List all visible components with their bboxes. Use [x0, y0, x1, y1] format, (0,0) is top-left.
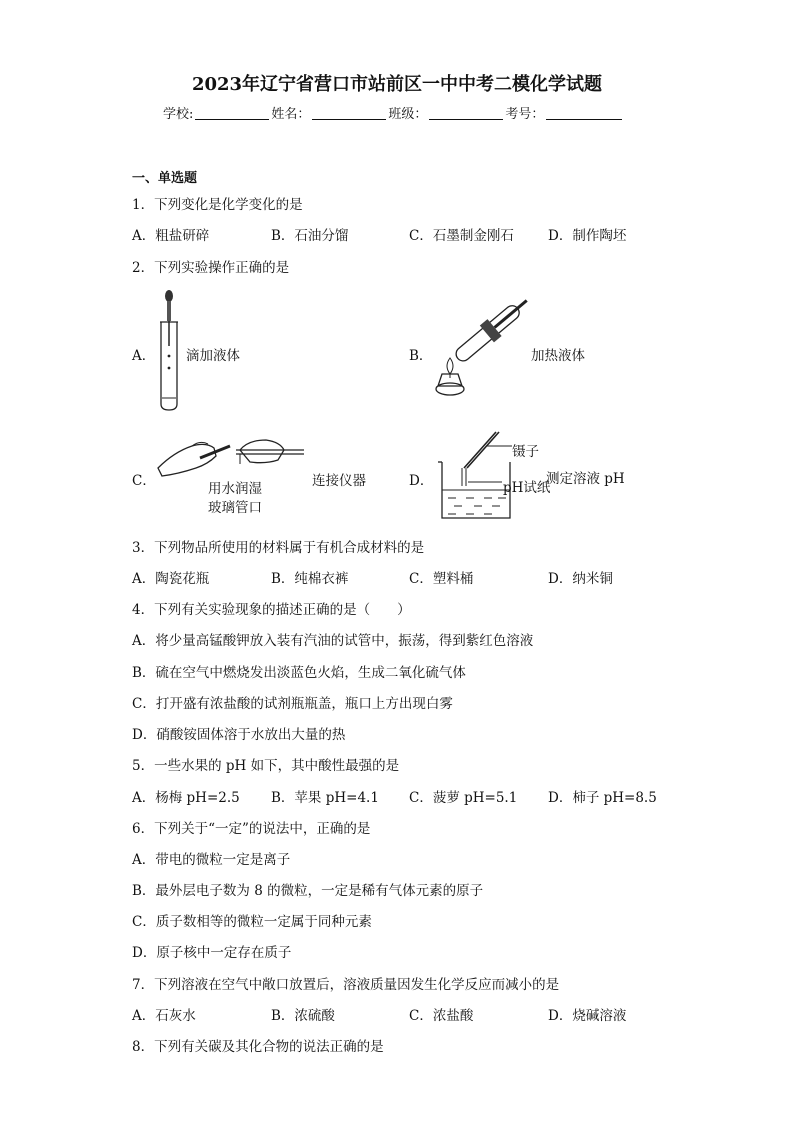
q4-option-b[interactable]: B．硫在空气中燃烧发出淡蓝色火焰，生成二氧化硫气体 [132, 665, 466, 681]
q4-option-a[interactable]: A．将少量高锰酸钾放入装有汽油的试管中，振荡，得到紫红色溶液 [132, 633, 534, 649]
name-label: 姓名： [271, 107, 311, 122]
q2-option-c-note-line1: 用水润湿 [208, 481, 262, 497]
exam-no-field[interactable] [546, 105, 622, 120]
question-5-stem: 5．一些水果的 pH 如下，其中酸性最强的是 [132, 758, 400, 774]
class-field[interactable] [429, 105, 503, 120]
q1-option-d[interactable]: D．制作陶坯 [548, 228, 627, 244]
q3-option-b[interactable]: B．纯棉衣裤 [271, 571, 349, 587]
q2-option-b-letter[interactable]: B． [409, 348, 433, 364]
q6-option-c[interactable]: C．质子数相等的微粒一定属于同种元素 [132, 914, 372, 930]
q5-option-d[interactable]: D．柿子 pH=8.5 [548, 790, 657, 806]
q2-option-a-letter[interactable]: A． [132, 348, 156, 364]
q7-option-b[interactable]: B．浓硫酸 [271, 1008, 335, 1024]
school-label: 学校: [163, 107, 194, 122]
question-3-stem: 3．下列物品所使用的材料属于有机合成材料的是 [132, 540, 425, 556]
q6-option-a[interactable]: A．带电的微粒一定是离子 [132, 852, 291, 868]
question-8-stem: 8．下列有关碳及其化合物的说法正确的是 [132, 1039, 384, 1055]
q5-option-c[interactable]: C．菠萝 pH=5.1 [409, 790, 518, 806]
connect-apparatus-figure [156, 434, 306, 482]
q2-option-a-caption: 滴加液体 [186, 348, 240, 364]
q1-option-b[interactable]: B．石油分馏 [271, 228, 349, 244]
q6-option-b[interactable]: B．最外层电子数为 8 的微粒，一定是稀有气体元素的原子 [132, 883, 484, 899]
name-field[interactable] [312, 105, 386, 120]
question-2-stem: 2．下列实验操作正确的是 [132, 260, 290, 276]
student-info-line [163, 103, 624, 122]
page-title: 2023年辽宁省营口市站前区一中中考二模化学试题 [191, 74, 603, 95]
heating-liquid-figure [428, 296, 528, 406]
q2-option-d-tweezers-label: 镊子 [512, 444, 539, 460]
q3-option-c[interactable]: C．塑料桶 [409, 571, 474, 587]
q2-option-c-caption: 连接仪器 [312, 473, 366, 489]
q3-option-d[interactable]: D．纳米铜 [548, 571, 613, 587]
q2-option-c-letter[interactable]: C． [132, 473, 156, 489]
q7-option-a[interactable]: A．石灰水 [132, 1008, 196, 1024]
q2-option-b-caption: 加热液体 [531, 348, 585, 364]
q2-option-d-ph-paper-label: pH试纸 [503, 480, 551, 496]
question-1-stem: 1．下列变化是化学变化的是 [132, 197, 303, 213]
q5-option-b[interactable]: B．苹果 pH=4.1 [271, 790, 379, 806]
q6-option-d[interactable]: D．原子核中一定存在质子 [132, 945, 292, 961]
question-7-stem: 7．下列溶液在空气中敞口放置后，溶液质量因发生化学反应而减小的是 [132, 977, 560, 993]
q5-option-a[interactable]: A．杨梅 pH=2.5 [132, 790, 240, 806]
q1-option-a[interactable]: A．粗盐研碎 [132, 228, 210, 244]
question-4-stem: 4．下列有关实验现象的描述正确的是（ ） [132, 602, 411, 618]
q2-option-d-caption: 测定溶液 pH [546, 471, 625, 487]
section-title: 一、单选题 [132, 171, 198, 186]
q7-option-c[interactable]: C．浓盐酸 [409, 1008, 474, 1024]
exam-no-label: 考号： [505, 107, 545, 122]
class-label: 班级： [388, 107, 428, 122]
q7-option-d[interactable]: D．烧碱溶液 [548, 1008, 627, 1024]
school-field[interactable] [195, 105, 269, 120]
q2-option-d-letter[interactable]: D． [409, 473, 434, 489]
q1-option-c[interactable]: C．石墨制金刚石 [409, 228, 514, 244]
q4-option-c[interactable]: C．打开盛有浓盐酸的试剂瓶瓶盖，瓶口上方出现白雾 [132, 696, 453, 712]
q2-option-c-note-line2: 玻璃管口 [208, 500, 262, 516]
q4-option-d[interactable]: D．硝酸铵固体溶于水放出大量的热 [132, 727, 346, 743]
q3-option-a[interactable]: A．陶瓷花瓶 [132, 571, 210, 587]
question-6-stem: 6．下列关于“一定”的说法中，正确的是 [132, 821, 371, 837]
